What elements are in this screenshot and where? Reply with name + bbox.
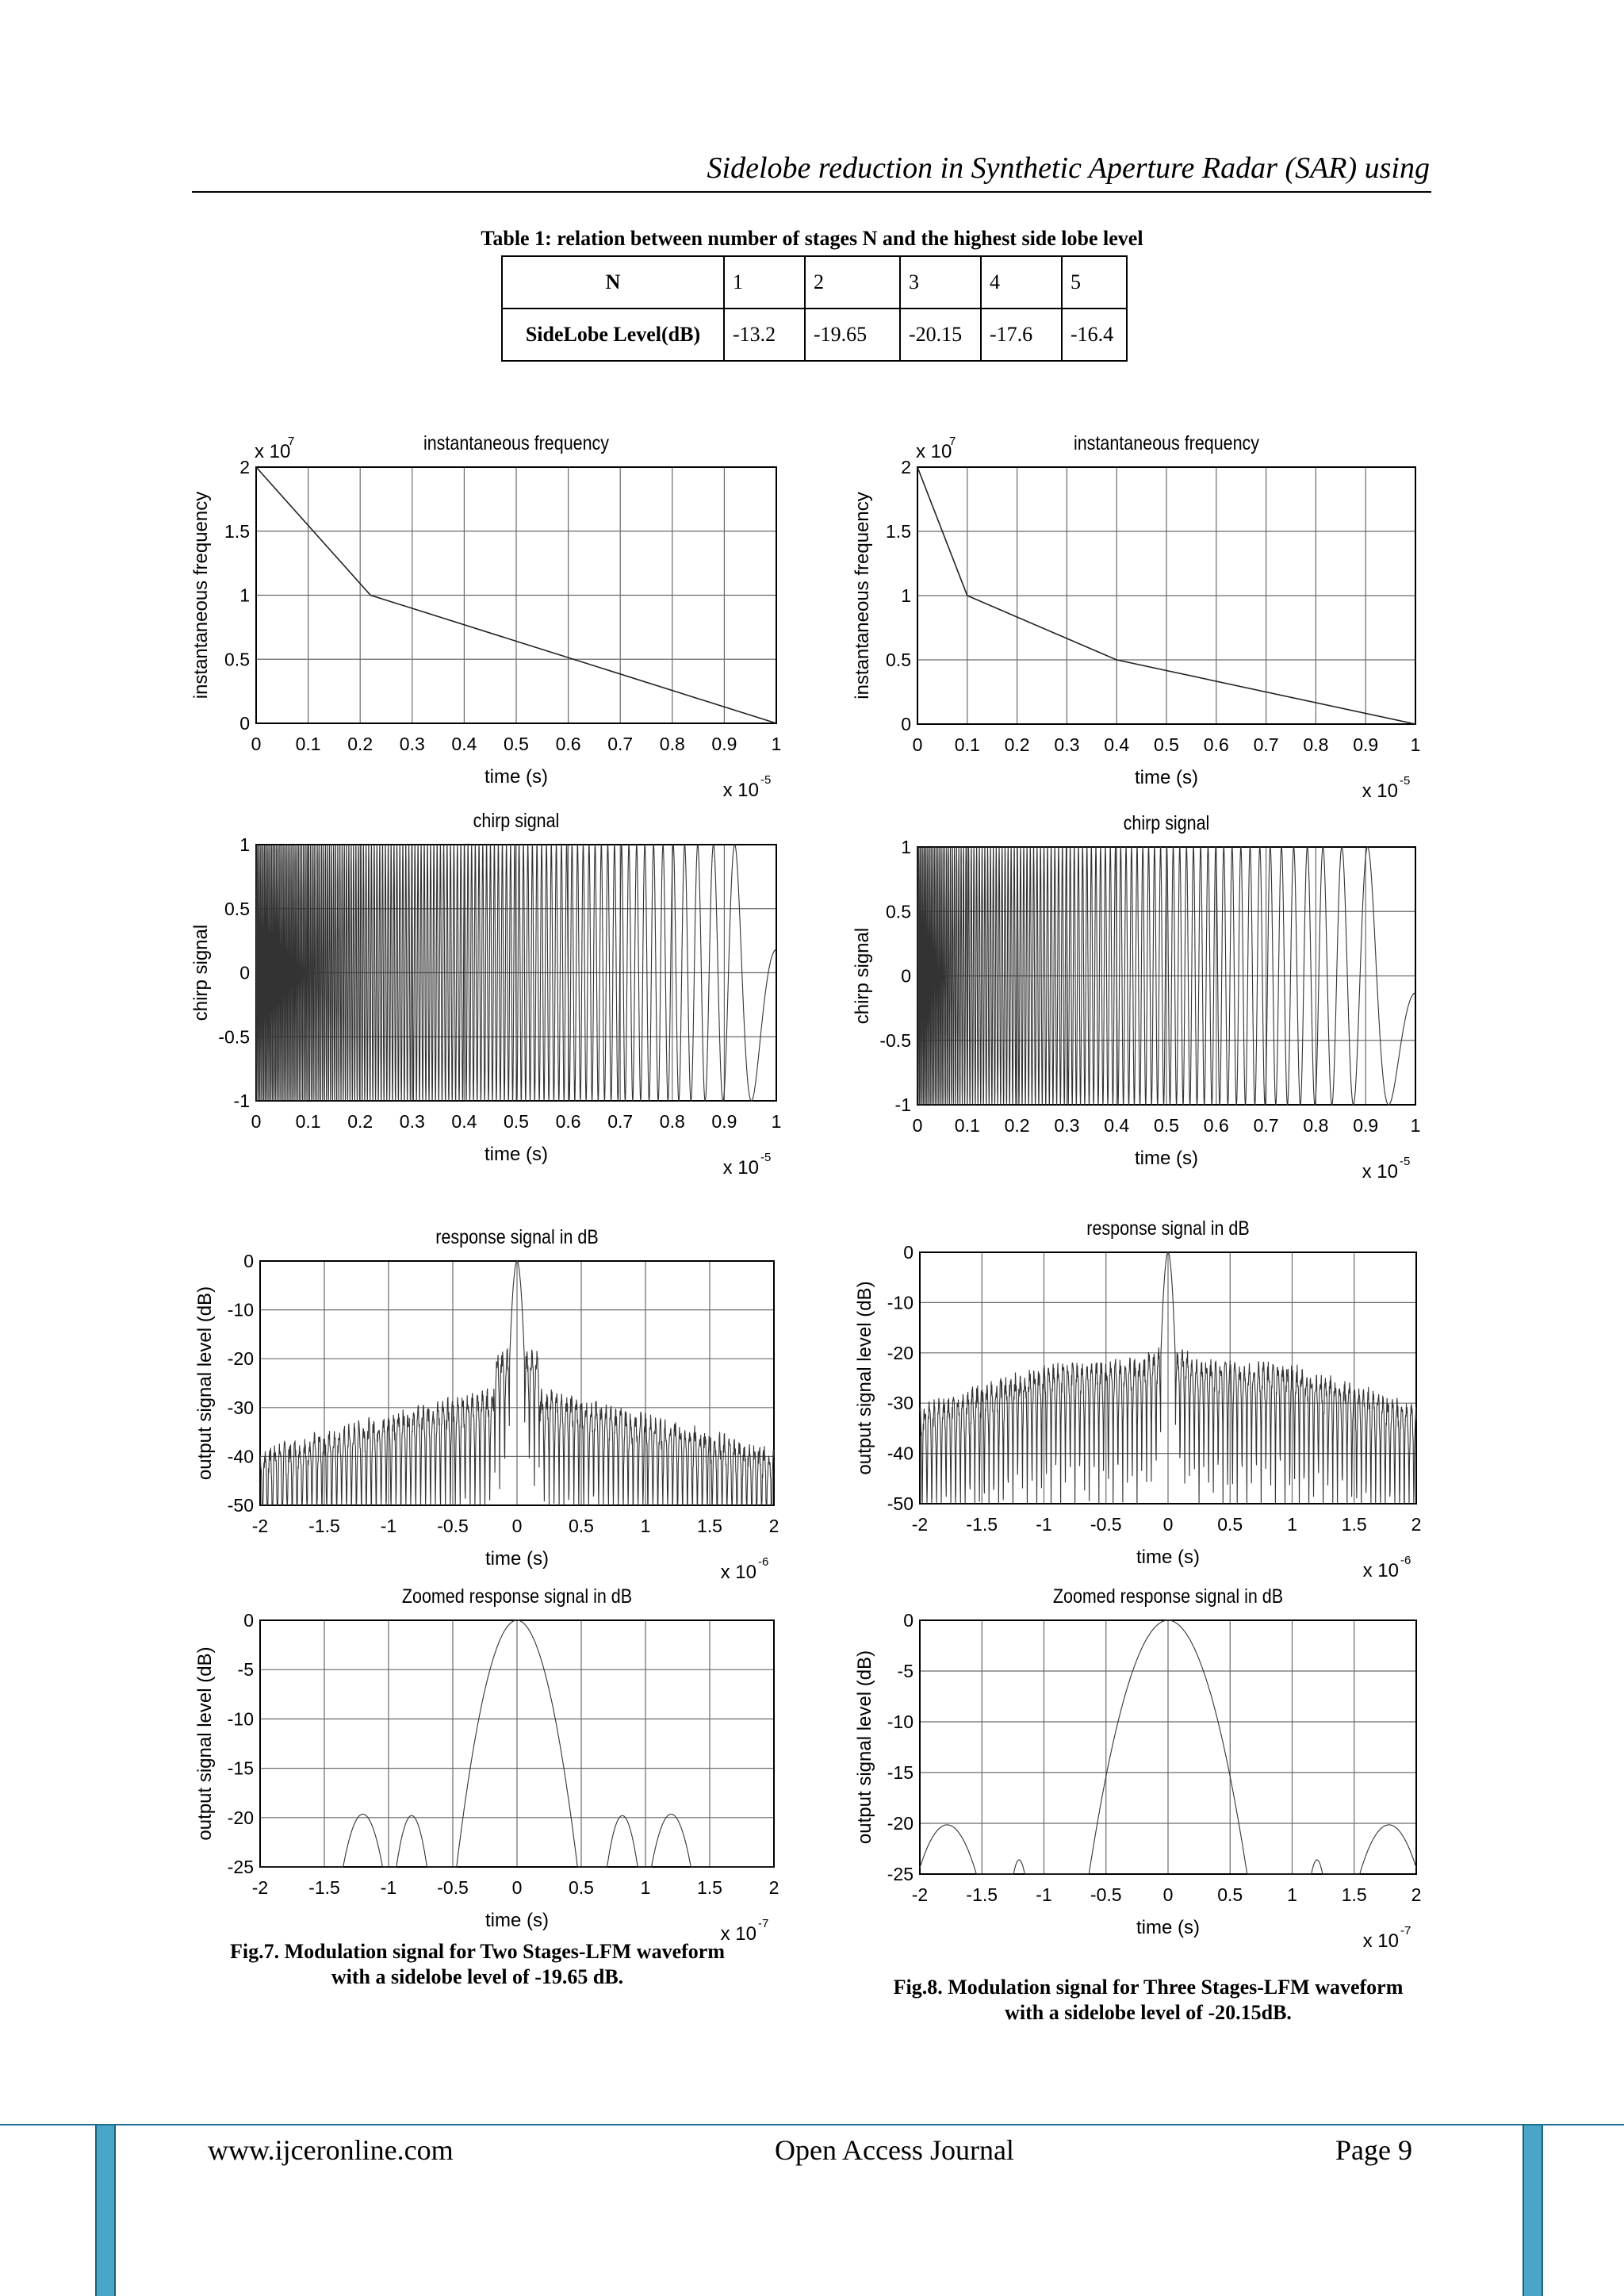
y-tick-label: -40 (227, 1446, 254, 1467)
x-tick-label: 0.7 (607, 1111, 634, 1132)
x-tick-label: 0.6 (555, 1111, 581, 1132)
y-axis-label: output signal level (dB) (194, 1286, 216, 1481)
y-tick-label: 0 (903, 1610, 914, 1631)
y-tick-label: -50 (887, 1493, 914, 1514)
x-tick-label: 0.5 (504, 734, 529, 754)
y-tick-label: 1.5 (886, 521, 911, 542)
x-axis-label: time (s) (1135, 767, 1198, 788)
table-cell: 1 (724, 256, 805, 309)
x-tick-label: 0.9 (1353, 734, 1379, 755)
x-multiplier-label: x 10 (720, 1923, 756, 1945)
y-tick-label: 0 (239, 962, 250, 983)
x-multiplier-exponent: -6 (758, 1555, 769, 1569)
x-tick-label: 0 (912, 1115, 923, 1136)
x-tick-label: -2 (911, 1884, 929, 1905)
y-axis-label: chirp signal (852, 927, 873, 1025)
x-tick-label: 0.4 (1104, 1115, 1130, 1136)
x-tick-label: 0 (251, 1111, 262, 1132)
x-tick-label: 0.6 (555, 734, 581, 754)
y-tick-label: -30 (227, 1397, 254, 1418)
x-multiplier-label: x 10 (722, 1157, 759, 1179)
x-multiplier-label: x 10 (720, 1562, 756, 1583)
y-tick-label: -10 (227, 1299, 254, 1320)
y-tick-label: 2 (901, 457, 911, 477)
y-tick-label: -50 (227, 1495, 254, 1516)
fig8-caption-line: with a sidelobe level of -20.15dB. (1005, 2001, 1292, 2024)
x-tick-label: 2 (1411, 1884, 1422, 1905)
x-tick-label: 0 (1162, 1884, 1174, 1905)
y-tick-label: 1 (239, 585, 250, 606)
x-tick-label: -1 (1036, 1514, 1052, 1535)
x-tick-label: 2 (768, 1516, 779, 1536)
x-tick-label: 0 (251, 734, 262, 754)
fig7-caption-line: with a sidelobe level of -19.65 dB. (331, 1965, 624, 1988)
x-tick-label: 0.6 (1203, 1115, 1229, 1136)
x-multiplier-label: x 10 (722, 780, 759, 801)
x-tick-label: 0.8 (659, 1111, 685, 1132)
y-axis-label: output signal level (dB) (194, 1646, 216, 1841)
x-tick-label: -2 (251, 1877, 269, 1898)
y-tick-label: -10 (227, 1708, 254, 1730)
x-multiplier-label: x 10 (1362, 1161, 1398, 1182)
x-axis-label: time (s) (485, 766, 548, 788)
x-axis-label: time (s) (1135, 1148, 1198, 1169)
y-multiplier-label: x 10 (916, 441, 952, 462)
x-tick-label: 0 (1162, 1514, 1174, 1535)
x-tick-label: 1 (640, 1516, 651, 1536)
x-tick-label: 0.1 (954, 1115, 980, 1136)
y-axis-label: chirp signal (190, 924, 212, 1022)
x-tick-label: 0.8 (1303, 1115, 1329, 1136)
y-tick-label: -1 (233, 1091, 250, 1111)
x-tick-label: 1 (1410, 1115, 1421, 1136)
y-tick-label: 0 (901, 714, 911, 734)
y-multiplier-exponent: 7 (949, 435, 956, 448)
x-tick-label: 2 (1411, 1514, 1422, 1535)
x-tick-label: 0.3 (1054, 1115, 1080, 1136)
x-tick-label: 0.5 (504, 1111, 529, 1132)
y-tick-label: 1 (901, 837, 911, 857)
x-tick-label: 0 (511, 1516, 523, 1536)
y-tick-label: -15 (887, 1762, 914, 1783)
chart-title: Zoomed response signal in dB (1052, 1585, 1284, 1608)
x-multiplier-exponent: -7 (758, 1917, 769, 1930)
y-axis-label: output signal level (dB) (854, 1281, 875, 1475)
x-tick-label: 0.1 (295, 734, 321, 754)
table-cell: 4 (981, 256, 1062, 309)
x-tick-label: -0.5 (1090, 1884, 1122, 1905)
y-tick-label: 0 (239, 713, 250, 734)
y-tick-label: -5 (237, 1659, 254, 1681)
x-tick-label: -0.5 (437, 1877, 469, 1898)
x-multiplier-exponent: -5 (760, 773, 772, 787)
y-axis-label: instantaneous frequency (852, 492, 873, 700)
x-multiplier-exponent: -7 (1400, 1924, 1411, 1938)
x-tick-label: 0.1 (954, 734, 980, 755)
y-tick-label: 0.5 (224, 649, 250, 670)
footer-website: www.ijceronline.com (208, 2134, 454, 2166)
x-tick-label: 0.5 (569, 1516, 594, 1536)
x-multiplier-exponent: -6 (1400, 1554, 1411, 1567)
x-axis-label: time (s) (485, 1548, 549, 1570)
footer-left-bar (95, 2125, 116, 2296)
x-axis-label: time (s) (485, 1910, 549, 1931)
y-tick-label: -0.5 (218, 1026, 250, 1048)
footer-journal: Open Access Journal (775, 2134, 1014, 2166)
y-tick-label: 0 (903, 1242, 914, 1263)
x-tick-label: 0.8 (1303, 734, 1329, 755)
y-axis-label: instantaneous frequency (190, 491, 212, 700)
x-tick-label: 0.8 (659, 734, 685, 754)
y-tick-label: -25 (227, 1857, 254, 1877)
x-tick-label: 0.7 (607, 734, 634, 754)
x-tick-label: 1.5 (1341, 1514, 1367, 1535)
chart-f8_zoom (854, 1585, 1421, 1952)
chart-title: response signal in dB (1086, 1217, 1250, 1240)
x-tick-label: 1.5 (697, 1877, 722, 1898)
x-tick-label: 0.5 (1217, 1884, 1243, 1905)
x-tick-label: 0.9 (711, 734, 737, 754)
x-tick-label: 0.5 (569, 1877, 594, 1898)
y-tick-label: -0.5 (879, 1029, 911, 1051)
x-tick-label: 0.9 (711, 1111, 737, 1132)
y-tick-label: -30 (887, 1393, 914, 1414)
chart-f7_resp (194, 1225, 779, 1583)
chart-title: Zoomed response signal in dB (401, 1585, 633, 1608)
x-multiplier-label: x 10 (1362, 1930, 1399, 1952)
table-cell: -16.4 (1062, 309, 1127, 361)
y-tick-label: -15 (227, 1757, 254, 1779)
x-tick-label: -2 (251, 1516, 269, 1536)
x-tick-label: 1 (771, 734, 782, 754)
x-tick-label: 2 (768, 1877, 779, 1898)
table-cell: 3 (900, 256, 981, 309)
x-axis-label: time (s) (1136, 1917, 1200, 1938)
x-tick-label: -1 (380, 1877, 397, 1898)
chart-f8_resp (854, 1217, 1421, 1581)
x-tick-label: 1 (640, 1877, 651, 1898)
y-tick-label: 1.5 (224, 520, 250, 542)
x-tick-label: 1 (1287, 1884, 1297, 1905)
x-multiplier-label: x 10 (1362, 1560, 1399, 1581)
y-tick-label: 0 (901, 965, 911, 987)
x-axis-label: time (s) (1136, 1547, 1200, 1568)
x-tick-label: 1 (1287, 1514, 1297, 1535)
table-cell: 5 (1062, 256, 1127, 309)
table-cell: -20.15 (900, 309, 981, 361)
x-tick-label: -1 (380, 1516, 397, 1536)
chart-f7_zoom (194, 1585, 779, 1945)
table-caption: Table 1: relation between number of stages N and the highest side lobe level (481, 227, 1143, 250)
chart-title: instantaneous frequency (423, 431, 610, 454)
table-cell: -17.6 (981, 309, 1062, 361)
y-multiplier-exponent: 7 (288, 435, 295, 448)
x-tick-label: -0.5 (437, 1516, 469, 1536)
footer-right-bar (1522, 2125, 1543, 2296)
y-tick-label: -25 (887, 1864, 914, 1884)
y-tick-label: -5 (897, 1661, 914, 1681)
x-tick-label: -2 (911, 1514, 929, 1535)
x-multiplier-exponent: -5 (1400, 774, 1411, 788)
x-tick-label: 0.3 (1054, 734, 1080, 755)
running-header-title: Sidelobe reduction in Synthetic Aperture Radar (SAR) using (707, 151, 1430, 185)
x-axis-label: time (s) (485, 1144, 548, 1165)
x-tick-label: 0.4 (1104, 734, 1130, 755)
x-tick-label: 0.1 (295, 1111, 321, 1132)
x-tick-label: 0.9 (1353, 1115, 1379, 1136)
x-tick-label: 0.3 (399, 1111, 425, 1132)
table-row-header-n: N (502, 256, 724, 309)
x-tick-label: 0.5 (1154, 734, 1179, 755)
x-tick-label: 0.2 (347, 734, 373, 754)
fig7-caption-line: Fig.7. Modulation signal for Two Stages-LFM waveform (230, 1940, 725, 1963)
fig8-caption-line: Fig.8. Modulation signal for Three Stages-LFM waveform (893, 1976, 1404, 1999)
x-tick-label: 1.5 (697, 1516, 722, 1536)
chart-f8_chirp (852, 811, 1420, 1182)
x-tick-label: 0.2 (1004, 1115, 1030, 1136)
chart-title: chirp signal (473, 809, 560, 832)
x-tick-label: 1.5 (1341, 1884, 1367, 1905)
x-tick-label: 0.5 (1217, 1514, 1243, 1535)
x-tick-label: 0.4 (451, 1111, 477, 1132)
x-multiplier-exponent: -5 (760, 1151, 772, 1164)
y-tick-label: -10 (887, 1711, 914, 1732)
y-tick-label: 0.5 (886, 650, 911, 670)
chart-f8_freq (852, 431, 1420, 802)
chart-f7_freq (190, 431, 781, 801)
x-tick-label: 1 (1410, 734, 1421, 755)
x-tick-label: -1.5 (966, 1514, 998, 1535)
y-multiplier-label: x 10 (255, 441, 291, 462)
x-tick-label: -1.5 (966, 1884, 998, 1905)
x-tick-label: -1.5 (308, 1877, 340, 1898)
chart-title: response signal in dB (435, 1225, 599, 1248)
x-tick-label: 0.2 (347, 1111, 373, 1132)
table-cell: -19.65 (805, 309, 900, 361)
chart-title: chirp signal (1123, 811, 1210, 834)
y-tick-label: 0.5 (224, 898, 250, 919)
y-tick-label: -20 (887, 1813, 914, 1834)
x-tick-label: -0.5 (1090, 1514, 1122, 1535)
table-cell: -13.2 (724, 309, 805, 361)
y-tick-label: -20 (227, 1348, 254, 1370)
fig8-caption (871, 1975, 1426, 2026)
x-multiplier-label: x 10 (1362, 780, 1398, 802)
y-tick-label: -1 (894, 1094, 911, 1115)
x-tick-label: 0.4 (451, 734, 477, 754)
x-tick-label: 0.3 (399, 734, 425, 754)
y-tick-label: 2 (239, 457, 250, 477)
x-tick-label: -1.5 (308, 1516, 340, 1536)
x-tick-label: 0.2 (1004, 734, 1030, 755)
y-tick-label: 0.5 (886, 901, 911, 922)
y-tick-label: 0 (243, 1251, 254, 1271)
table-cell: 2 (805, 256, 900, 309)
chart-title: instantaneous frequency (1073, 431, 1260, 454)
footer-page-number: Page 9 (1335, 2134, 1412, 2166)
y-tick-label: -20 (227, 1807, 254, 1828)
chart-f7_chirp (190, 809, 781, 1179)
y-tick-label: 1 (239, 834, 250, 855)
x-tick-label: 0.7 (1253, 1115, 1279, 1136)
x-tick-label: 0 (912, 734, 923, 755)
x-tick-label: 0.5 (1154, 1115, 1179, 1136)
x-tick-label: 0.7 (1253, 734, 1279, 755)
x-tick-label: 1 (771, 1111, 782, 1132)
y-tick-label: -10 (887, 1292, 914, 1313)
x-multiplier-exponent: -5 (1400, 1155, 1411, 1168)
y-tick-label: 0 (243, 1610, 254, 1631)
x-tick-label: 0 (511, 1877, 523, 1898)
y-axis-label: output signal level (dB) (854, 1650, 875, 1845)
fig7-caption (208, 1939, 747, 1990)
x-tick-label: -1 (1036, 1884, 1052, 1905)
y-tick-label: 1 (901, 585, 911, 606)
y-tick-label: -40 (887, 1443, 914, 1464)
footer-rule (0, 2124, 1624, 2125)
table-row-header-level: SideLobe Level(dB) (502, 309, 724, 361)
y-tick-label: -20 (887, 1342, 914, 1363)
x-tick-label: 0.6 (1203, 734, 1229, 755)
